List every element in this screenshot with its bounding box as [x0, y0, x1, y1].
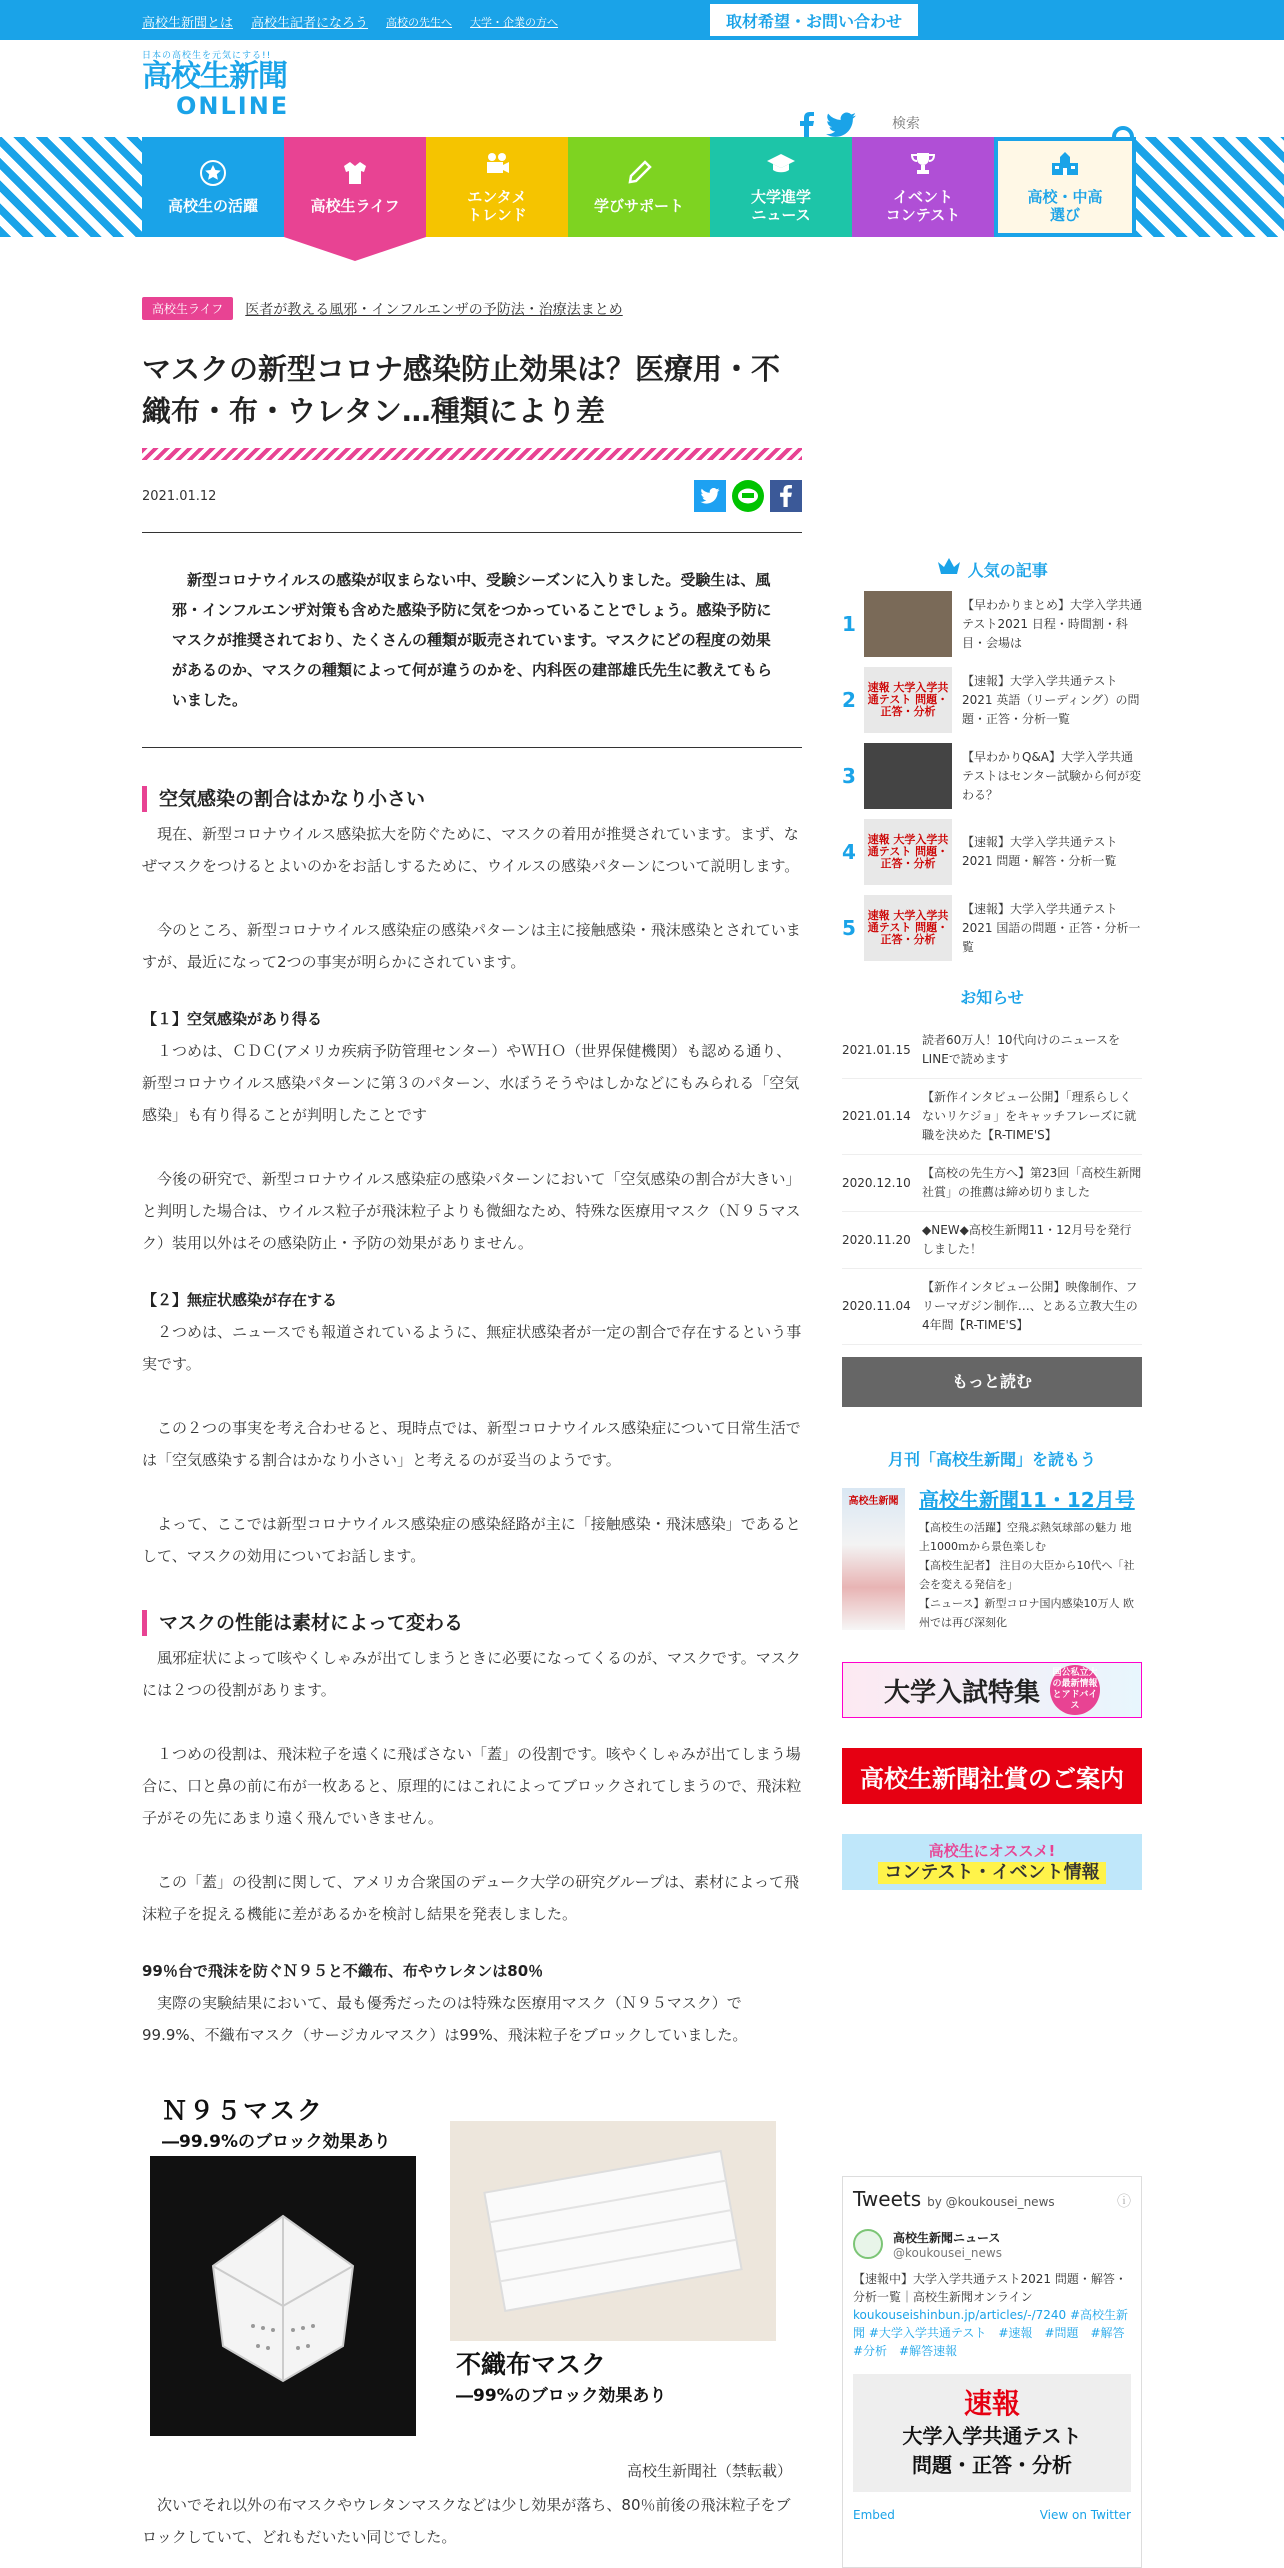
related-link[interactable]: 医者が教える風邪・インフルエンザの予防法・治療法まとめ: [245, 301, 623, 318]
article-thumbnail[interactable]: 速報 大学入学共通テスト 問題・正答・分析: [864, 819, 952, 885]
paragraph: 実際の実験結果において、最も優秀だったのは特殊な医療用マスク（Ｎ９５マスク）で99.9%、不織布マスク（サージカルマスク）は99%、飛沫粒子をブロックしていました。: [142, 1994, 748, 2044]
paragraph: １つめは、ＣＤＣ(アメリカ疾病予防管理センター）やＷＨＯ（世界保健機関）も認める通り、新型コロナウイルス感染パターンに第３のパターン、水ぼうそうやはしかなどにもみられる「空気感染」も有り得ることが判明したことです: [142, 1042, 800, 1124]
news-title[interactable]: 読者60万人！10代向けのニュースをLINEで読めます: [922, 1033, 1120, 1066]
paragraph: 現在、新型コロナウイルス感染拡大を防ぐために、マスクの着用が推奨されています。まず、なぜマスクをつけるとよいのかをお話しするために、ウイルスの感染パターンについて説明します。: [142, 825, 800, 875]
article-date: 2021.01.12: [142, 488, 217, 504]
news-item[interactable]: [842, 1155, 1142, 1212]
line-share-icon[interactable]: [732, 480, 764, 512]
nav-item-label: 高校・中高 選び: [1027, 188, 1103, 224]
nav-item[interactable]: [710, 137, 852, 237]
link-about[interactable]: 高校生新聞とは: [142, 16, 234, 31]
popular-item[interactable]: [842, 895, 1142, 961]
news-list: [842, 1022, 1142, 1345]
nonwoven-mask-photo: [450, 2121, 776, 2341]
news-date: 2021.01.15: [842, 1042, 911, 1057]
nav-item-label: 大学進学 ニュース: [750, 188, 811, 224]
trophy-icon: [909, 150, 937, 182]
nav-item-label: 高校生ライフ: [310, 197, 400, 215]
image-credit: 高校生新聞社（禁転載）: [626, 2462, 792, 2480]
news-heading: お知らせ: [960, 988, 1024, 1007]
tweet-link[interactable]: koukouseishinbun.jp/articles/-/7240 #高校生新聞 #大学入学共通テスト #速報 #問題 #解答 #分析 #解答速報: [853, 2308, 1137, 2358]
news-item[interactable]: [842, 1022, 1142, 1079]
popular-item[interactable]: [842, 743, 1142, 809]
rank-number: 4: [842, 840, 856, 864]
nav-item-label: イベント コンテスト: [885, 188, 961, 224]
link-teachers[interactable]: 高校の先生へ: [386, 16, 453, 29]
paragraph: 次いでそれ以外の布マスクやウレタンマスクなどは少し効果が落ち、80％前後の飛沫粒子をブロックしていて、どれもだいたい同じでした。: [142, 2496, 791, 2546]
nav-item[interactable]: [994, 137, 1136, 237]
paragraph: 今のところ、新型コロナウイルス感染症の感染パターンは主に接触感染・飛沫感染とされていますが、最近になって2つの事実が明らかにされています。: [142, 921, 801, 971]
nav-item-label: 高校生の活躍: [167, 197, 258, 215]
popular-item-title[interactable]: 【速報】大学入学共通テスト2021 問題・解答・分析一覧: [962, 835, 1118, 868]
uniform-icon: [341, 159, 369, 191]
rank-number: 5: [842, 916, 856, 940]
popular-item-title[interactable]: 【速報】大学入学共通テスト2021 国語の問題・正答・分析一覧: [962, 901, 1141, 954]
article: [142, 297, 802, 2553]
news-item[interactable]: [842, 1269, 1142, 1345]
more-button[interactable]: もっと読む: [842, 1357, 1142, 1407]
rank-number: 3: [842, 764, 856, 788]
popular-list: [842, 591, 1142, 961]
timeline-footer: [853, 2508, 1131, 2522]
news-date: 2021.01.14: [842, 1109, 911, 1123]
article-thumbnail[interactable]: 速報 大学入学共通テスト 問題・正答・分析: [864, 895, 952, 961]
popular-item-title[interactable]: 【速報】大学入学共通テスト2021 英語（リーディング）の問題・正答・分析一覧: [962, 673, 1140, 726]
breadcrumb: [142, 297, 802, 320]
article-thumbnail[interactable]: [864, 591, 952, 657]
news-item[interactable]: [842, 1079, 1142, 1155]
monthly-issue[interactable]: [842, 1488, 1142, 1632]
nav-item[interactable]: [284, 137, 426, 237]
category-badge[interactable]: 高校生ライフ: [142, 297, 233, 320]
site-header: [0, 40, 1284, 137]
sub-heading: 【２】無症状感染が存在する: [142, 1291, 338, 1309]
site-logo[interactable]: 日本の高校生を元気にする!! 高校生新聞 ONLINE: [142, 51, 290, 120]
graduation-cap-icon: [766, 150, 796, 182]
share-buttons: [694, 480, 802, 512]
contact-button[interactable]: 取材希望・お問い合わせ: [708, 2, 920, 38]
nav-item[interactable]: [426, 137, 568, 237]
school-icon: [1050, 150, 1080, 182]
popular-item[interactable]: [842, 667, 1142, 733]
contest-banner[interactable]: 高校生にオススメ! コンテスト・イベント情報: [842, 1834, 1142, 1890]
magazine-description: 【高校生の活躍】空飛ぶ熱気球部の魅力 地上1000ｍから景色楽しむ 【高校生記者】 注目の大臣から10代へ「社会を変える発信を」 【ニュース】新型コロナ国内感染10万人 欧州では再び深刻化: [919, 1521, 1135, 1629]
paragraph: この「蓋」の役割に関して、アメリカ合衆国のデューク大学の研究グループは、素材によって飛沫粒子を捉える機能に差があるかを検討し結果を発表しました。: [142, 1873, 800, 1923]
paragraph: よって、ここでは新型コロナウイルス感染症の感染経路が主に「接触感染・飛沫感染」であるとして、マスクの効用についてお話します。: [142, 1515, 801, 1565]
news-title[interactable]: 【高校の先生方へ】第23回「高校生新聞社賞」の推薦は締め切りました: [922, 1166, 1142, 1199]
tweet-text: 【速報中】大学入学共通テスト2021 問題・解答・分析一覧｜高校生新聞オンライン koukouseishinbun.jp/articles/-/7240 #高校生新聞 #大学入学共通テスト #速報 #問題 #解答 #分析 #解答速報: [853, 2272, 1137, 2358]
popular-item[interactable]: [842, 819, 1142, 885]
avatar[interactable]: [853, 2229, 883, 2259]
nav-item[interactable]: [568, 137, 710, 237]
twitter-share-icon[interactable]: [694, 480, 726, 512]
timeline-by[interactable]: by @koukousei_news: [927, 2195, 1055, 2209]
popular-heading: 人気の記事: [842, 556, 1142, 581]
article-meta: [142, 480, 802, 512]
paragraph: ２つめは、ニュースでも報道されているように、無症状感染者が一定の割合で存在するという事実です。: [142, 1323, 802, 1373]
facebook-share-icon[interactable]: [770, 480, 802, 512]
embed-link[interactable]: Embed: [853, 2508, 895, 2522]
title-divider: [142, 448, 802, 460]
info-icon[interactable]: ⓘ: [1117, 2194, 1131, 2210]
award-banner[interactable]: 高校生新聞社賞のご案内: [842, 1748, 1142, 1804]
camera-icon: [483, 150, 511, 182]
article-thumbnail[interactable]: 速報 大学入学共通テスト 問題・正答・分析: [864, 667, 952, 733]
nav-item-label: エンタメ トレンド: [467, 188, 527, 224]
pencil-icon: [625, 159, 653, 191]
top-bar: [0, 0, 1284, 40]
search-input[interactable]: [890, 108, 1100, 138]
section-heading: マスクの性能は素材によって変わる: [142, 1610, 802, 1636]
nav-item-label: 学びサポート: [593, 197, 684, 215]
news-date: 2020.12.10: [842, 1175, 911, 1190]
popular-item-title[interactable]: 【早わかりまとめ】大学入学共通テスト2021 日程・時間割・科目・会場は: [962, 597, 1143, 650]
paragraph: 今後の研究で、新型コロナウイルス感染症の感染パターンにおいて「空気感染の割合が大きい」と判明した場合は、ウイルス粒子が飛沫粒子よりも微細なため、特殊な医療用マスク（Ｎ９５マスク）装用以外はその感染防止・予防の効果がありません。: [142, 1170, 801, 1252]
link-companies[interactable]: 大学・企業の方へ: [470, 16, 559, 29]
article-lead: 新型コロナウイルスの感染が収まらない中、受験シーズンに入りました。受験生は、風邪・インフルエンザ対策も含めた感染予防に気をつかっていることでしょう。感染予防にマスクが推奨されており、たくさんの種類が販売されています。マスクにどの程度の効果があるのか、マスクの種類によって何が違うのかを、内科医の建部雄氏先生に教えてもらいました。: [142, 532, 802, 748]
view-on-twitter-link[interactable]: View on Twitter: [1039, 2508, 1131, 2522]
mask-comparison-image: [142, 2091, 802, 2481]
star-icon: [199, 159, 227, 191]
paragraph: １つめの役割は、飛沫粒子を遠くに飛ばさない「蓋」の役割です。咳やくしゃみが出てしまう場合に、口と鼻の前に布が一枚あると、原理的にはこれによってブロックされてしまうので、飛沫粒子がその先にあまり遠く飛んでいきません。: [142, 1745, 802, 1827]
paragraph: 風邪症状によって咳やくしゃみが出てしまうときに必要になってくるのが、マスクです。マスクには２つの役割があります。: [142, 1649, 801, 1699]
section-heading: 空気感染の割合はかなり小さい: [142, 786, 802, 812]
n95-mask-photo: [150, 2156, 416, 2436]
sidebar: [842, 556, 1142, 1890]
nav-item[interactable]: [142, 137, 284, 237]
tweet-author[interactable]: 高校生新聞ニュース @koukousei_news: [853, 2229, 1131, 2260]
link-reporter[interactable]: 高校生記者になろう: [251, 16, 369, 31]
popular-item[interactable]: [842, 591, 1142, 657]
news-title[interactable]: ◆NEW◆高校生新聞11・12月号を発行しました！: [922, 1223, 1132, 1256]
sub-heading: 99％台で飛沫を防ぐＮ９５と不織布、布やウレタンは80％: [142, 1962, 544, 1980]
exam-feature-banner[interactable]: 大学入試特集 国公私立大の最新情報とアドバイス: [842, 1662, 1142, 1718]
news-date: 2020.11.04: [842, 1299, 911, 1313]
n95-mask-figure: Ｎ９５マスク ―99.9%のブロック効果あり: [150, 2091, 416, 2445]
article-thumbnail[interactable]: [864, 743, 952, 809]
news-title[interactable]: 【新作インタビュー公開】映像制作、フリーマガジン制作…、とある立教大生の4年間【R-TIME'S】: [922, 1280, 1138, 1332]
rank-number: 2: [842, 688, 856, 712]
twitter-timeline: [842, 2176, 1142, 2568]
sub-heading: 【１】空気感染があり得る: [142, 1010, 323, 1028]
timeline-title: Tweets: [853, 2187, 922, 2211]
rank-number: 1: [842, 612, 856, 636]
nonwoven-mask-figure: 不織布マスク ―99%のブロック効果あり: [450, 2121, 776, 2406]
tweet-image[interactable]: 速報 大学入学共通テスト 問題・正答・分析: [853, 2374, 1131, 2492]
top-links: [142, 12, 558, 31]
monthly-heading: 月刊「高校生新聞」を読もう: [887, 1450, 1096, 1469]
news-date: 2020.11.20: [842, 1232, 911, 1247]
crown-icon: [936, 561, 968, 580]
paragraph: この２つの事実を考え合わせると、現時点では、新型コロナウイルス感染症について日常生活では「空気感染する割合はかなり小さい」と考えるのが妥当のようです。: [142, 1419, 801, 1469]
magazine-cover[interactable]: 高校生新聞: [842, 1488, 905, 1630]
magazine-title[interactable]: 高校生新聞11・12月号: [919, 1488, 1135, 1512]
news-title[interactable]: 【新作インタビュー公開】「理系らしくないリケジョ」をキャッチフレーズに就職を決めた【R-TIME'S】: [922, 1090, 1137, 1142]
article-title: マスクの新型コロナ感染防止効果は？医療用・不織布・布・ウレタン…種類により差: [142, 352, 781, 428]
main-nav: [0, 137, 1284, 237]
news-item[interactable]: [842, 1212, 1142, 1269]
nav-item[interactable]: [852, 137, 994, 237]
popular-item-title[interactable]: 【早わかりQ&A】大学入学共通テストはセンター試験から何が変わる？: [962, 749, 1142, 802]
